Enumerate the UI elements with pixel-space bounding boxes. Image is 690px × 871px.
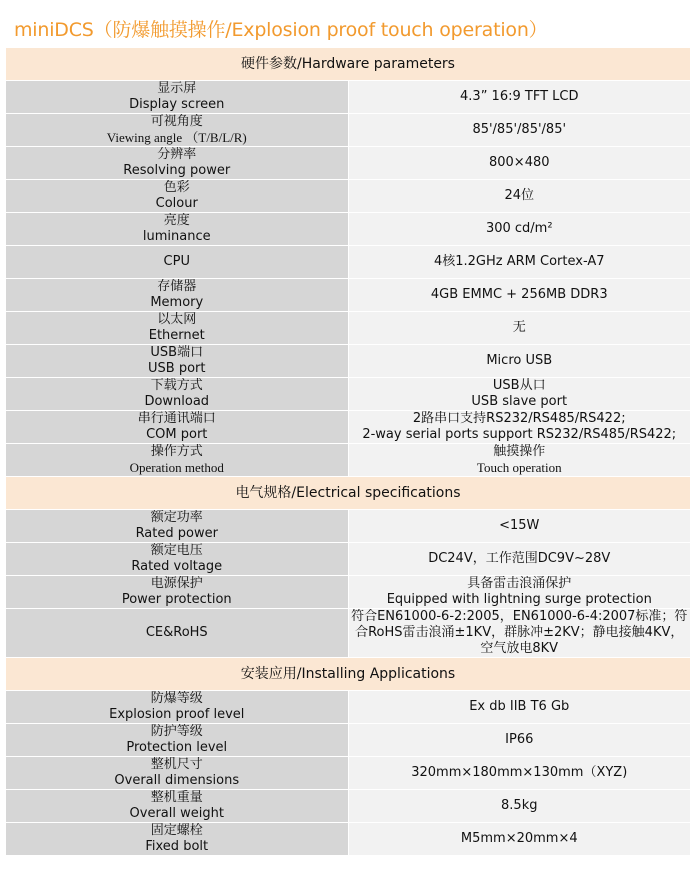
table-row	[6, 81, 690, 114]
spec-value-line: IP66	[505, 732, 534, 747]
spec-label	[6, 790, 349, 823]
section-header	[6, 48, 690, 81]
spec-label	[6, 543, 349, 576]
table-row	[6, 790, 690, 823]
table-row	[6, 312, 690, 345]
spec-value-line: 4GB EMMC + 256MB DDR3	[430, 287, 608, 302]
section-heading: 硬件参数/Hardware parameters	[6, 48, 690, 81]
spec-label-en: Operation method	[129, 460, 224, 475]
spec-label-en: Overall dimensions	[114, 773, 240, 788]
spec-label	[6, 609, 349, 658]
spec-label-cn: 防爆等级	[150, 691, 203, 706]
table-row	[6, 345, 690, 378]
spec-value-line: Equipped with lightning surge protection	[386, 592, 652, 607]
spec-value	[348, 790, 690, 823]
spec-value	[348, 411, 690, 444]
spec-label-en: Viewing angle （T/B/L/R)	[106, 130, 247, 145]
spec-value	[348, 444, 690, 477]
spec-value-line: Touch operation	[476, 460, 562, 475]
spec-value	[348, 823, 690, 856]
table-row	[6, 757, 690, 790]
spec-value	[348, 81, 690, 114]
section-header	[6, 658, 690, 691]
spec-value	[348, 246, 690, 279]
spec-value	[348, 345, 690, 378]
spec-label-cn: 整机重量	[150, 790, 203, 805]
spec-label	[6, 81, 349, 114]
spec-label-cn: 固定螺栓	[150, 823, 203, 838]
spec-label-cn: USB端口	[150, 345, 204, 360]
table-row	[6, 411, 690, 444]
spec-label-cn: 串行通讯端口	[137, 411, 216, 426]
spec-value	[348, 691, 690, 724]
table-row	[6, 279, 690, 312]
spec-value-line: 300 cd/m²	[485, 221, 553, 236]
spec-label-cn: 下载方式	[150, 378, 203, 393]
spec-value	[348, 510, 690, 543]
spec-value-line: DC24V，工作范围DC9V~28V	[428, 551, 611, 566]
spec-label-en: Ethernet	[148, 328, 205, 343]
spec-label-en: Memory	[150, 295, 204, 310]
spec-label	[6, 147, 349, 180]
spec-label	[6, 444, 349, 477]
spec-value-line: 2-way serial ports support RS232/RS485/RS422;	[362, 427, 677, 442]
spec-label	[6, 213, 349, 246]
spec-label-cn: 额定功率	[150, 510, 203, 525]
spec-label	[6, 312, 349, 345]
spec-value-line: 无	[512, 320, 526, 335]
spec-value-line: USB从口	[492, 378, 546, 393]
spec-label	[6, 510, 349, 543]
table-row	[6, 180, 690, 213]
spec-label-en: Rated voltage	[131, 559, 223, 574]
spec-label	[6, 757, 349, 790]
spec-label-en: CPU	[163, 254, 190, 269]
spec-label-en: Resolving power	[123, 163, 231, 178]
spec-label-en: Rated power	[135, 526, 218, 541]
spec-value	[348, 312, 690, 345]
spec-label-en: luminance	[142, 229, 211, 244]
spec-label-cn: 显示屏	[157, 81, 197, 96]
table-row	[6, 609, 690, 658]
spec-label	[6, 411, 349, 444]
section-heading: 安装应用/Installing Applications	[6, 658, 690, 691]
spec-label-cn: 色彩	[163, 180, 190, 195]
spec-value	[348, 543, 690, 576]
spec-value	[348, 114, 690, 147]
spec-label	[6, 724, 349, 757]
spec-label	[6, 114, 349, 147]
table-row	[6, 691, 690, 724]
spec-value-line: M5mm×20mm×4	[460, 831, 578, 846]
spec-value-line: 8.5kg	[501, 798, 538, 813]
table-row	[6, 114, 690, 147]
spec-label-cn: 整机尺寸	[150, 757, 203, 772]
spec-label-en: Colour	[155, 196, 198, 211]
table-row	[6, 543, 690, 576]
table-row	[6, 823, 690, 856]
spec-label-cn: 操作方式	[150, 444, 203, 459]
spec-value-line: 24位	[504, 188, 535, 203]
spec-table-body	[6, 48, 690, 856]
spec-value-line: 2路串口支持RS232/RS485/RS422;	[412, 411, 626, 426]
spec-value	[348, 213, 690, 246]
spec-label-en: Power protection	[121, 592, 232, 607]
spec-table	[5, 47, 690, 856]
spec-value-line: 触摸操作	[493, 444, 546, 459]
spec-label	[6, 823, 349, 856]
spec-value	[348, 279, 690, 312]
spec-label-en: Protection level	[126, 740, 228, 755]
spec-label	[6, 279, 349, 312]
spec-label-en: CE&RoHS	[145, 625, 208, 640]
spec-label-en: Fixed bolt	[145, 839, 209, 854]
spec-label	[6, 180, 349, 213]
spec-label-en: USB port	[148, 361, 206, 376]
spec-label-cn: 分辨率	[157, 147, 197, 162]
spec-label-cn: 额定电压	[150, 543, 203, 558]
spec-value-line: 320mm×180mm×130mm（XYZ)	[411, 765, 628, 780]
spec-value-line: 800×480	[488, 155, 550, 170]
spec-label-cn: 存储器	[157, 279, 197, 294]
spec-label	[6, 378, 349, 411]
table-row	[6, 213, 690, 246]
spec-label	[6, 345, 349, 378]
spec-value-line: <15W	[499, 518, 540, 533]
table-row	[6, 576, 690, 609]
spec-label-en: COM port	[146, 427, 208, 442]
section-header	[6, 477, 690, 510]
spec-label	[6, 246, 349, 279]
table-row	[6, 246, 690, 279]
spec-value-line: USB slave port	[471, 394, 568, 409]
spec-value-line: 4.3” 16:9 TFT LCD	[460, 89, 579, 104]
table-row	[6, 724, 690, 757]
spec-value-line: 4核1.2GHz ARM Cortex-A7	[433, 254, 605, 269]
spec-label	[6, 576, 349, 609]
spec-value	[348, 609, 690, 658]
section-heading: 电气规格/Electrical specifications	[6, 477, 690, 510]
spec-value-line: 85'/85'/85'/85'	[472, 122, 567, 137]
spec-label-cn: 亮度	[163, 213, 190, 228]
spec-value	[348, 724, 690, 757]
spec-label-en: Display screen	[129, 97, 225, 112]
spec-label-cn: 电源保护	[150, 576, 203, 591]
spec-label-cn: 可视角度	[150, 114, 203, 129]
spec-value-line: Micro USB	[486, 353, 553, 368]
spec-value	[348, 576, 690, 609]
spec-value	[348, 180, 690, 213]
spec-label-cn: 防护等级	[150, 724, 203, 739]
table-row	[6, 510, 690, 543]
table-row	[6, 378, 690, 411]
spec-label-cn: 以太网	[157, 312, 197, 327]
spec-label-en: Explosion proof level	[109, 707, 245, 722]
table-row	[6, 147, 690, 180]
spec-label	[6, 691, 349, 724]
spec-value	[348, 378, 690, 411]
spec-value-line: Ex db IIB T6 Gb	[469, 699, 570, 714]
page-title: miniDCS（防爆触摸操作/Explosion proof touch operation）	[14, 19, 548, 41]
spec-label-en: Download	[144, 394, 210, 409]
spec-value-line: 符合EN61000-6-2:2005，EN61000-6-4:2007标准；符合RoHS雷击浪涌±1KV，群脉冲±2KV；静电接触4KV，空气放电8KV	[351, 609, 688, 656]
spec-value	[348, 147, 690, 180]
spec-label-en: Overall weight	[129, 806, 224, 821]
spec-value-line: 具备雷击浪涌保护	[467, 576, 572, 591]
table-row	[6, 444, 690, 477]
spec-value	[348, 757, 690, 790]
